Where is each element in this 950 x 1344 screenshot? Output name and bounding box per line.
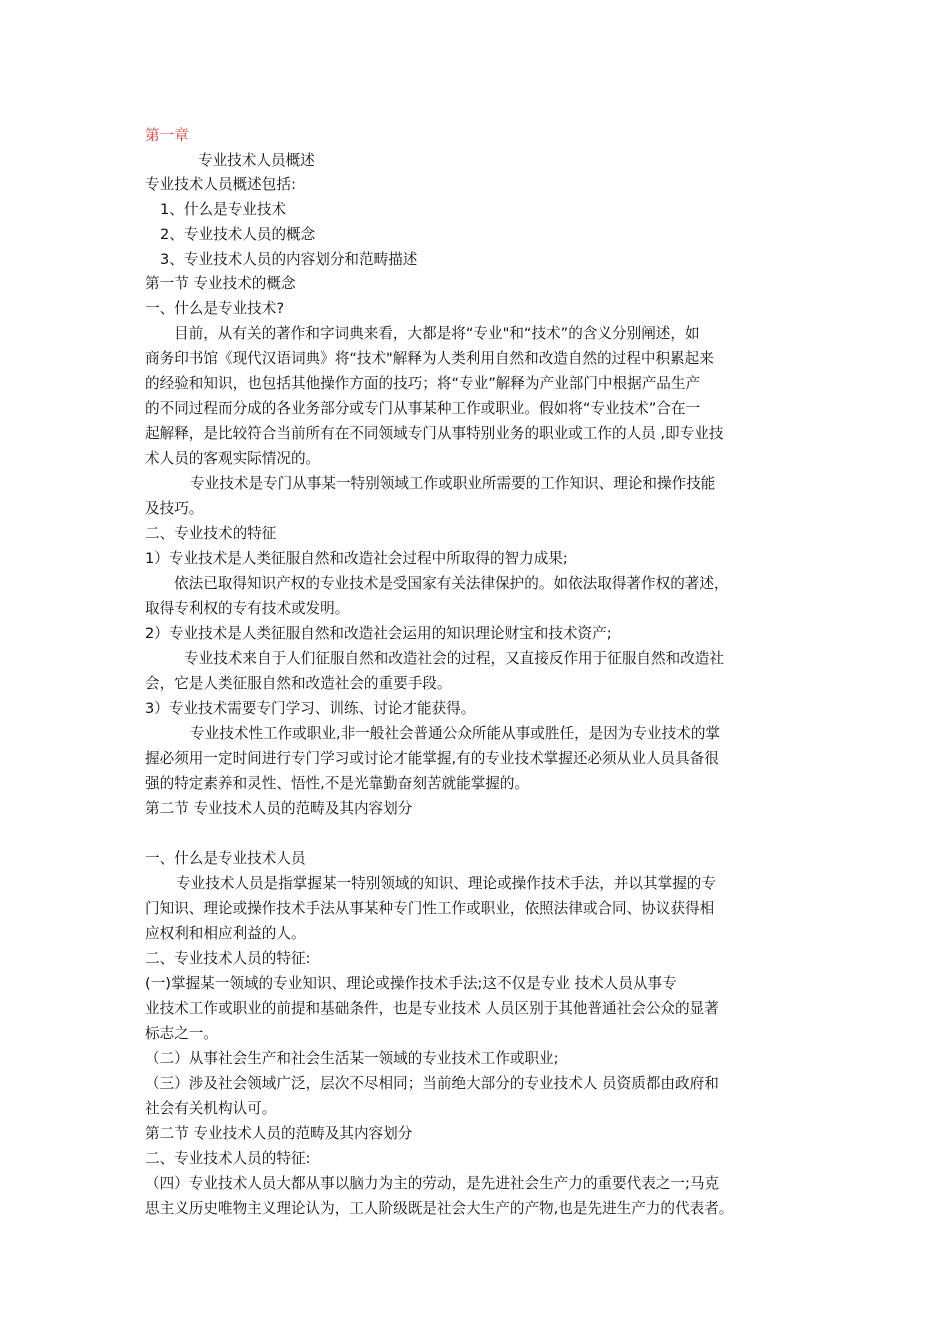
subsection-heading: 一、什么是专业技术? bbox=[145, 300, 285, 317]
paragraph-line: 术人员的客观实际情况的。 bbox=[145, 450, 321, 467]
paragraph-line: 取得专利权的专有技术或发明。 bbox=[145, 600, 350, 617]
numbered-point: 3）专业技术需要专门学习、训练、讨论才能获得。 bbox=[145, 700, 476, 717]
paragraph-line: 商务印书馆《现代汉语词典》将“技术"解释为人类利用自然和改造自然的过程中积累起来 bbox=[145, 350, 714, 367]
list-item: 2、专业技术人员的概念 bbox=[160, 226, 316, 243]
chapter-title: 专业技术人员概述 bbox=[198, 152, 315, 169]
paragraph-line: 专业技术是专门从事某一特别领域工作或职业所需要的工作知识、理论和操作技能 bbox=[190, 475, 716, 492]
paragraph-line: （四）专业技术人员大都从事以脑力为主的劳动，是先进社会生产力的重要代表之一;马克 bbox=[145, 1175, 720, 1192]
paragraph-line: 应权利和相应利益的人。 bbox=[145, 925, 306, 942]
paragraph-line: 专业技术来自于人们征服自然和改造社会的过程，又直接反作用于征服自然和改造社 bbox=[184, 650, 724, 667]
paragraph-line: 依法已取得知识产权的专业技术是受国家有关法律保护的。如依法取得著作权的著述， bbox=[174, 575, 729, 592]
paragraph-line: 社会有关机构认可。 bbox=[145, 1100, 277, 1117]
paragraph-line: 强的特定素养和灵性、悟性,不是光靠勤奋刻苦就能掌握的。 bbox=[145, 775, 530, 792]
paragraph-line: 思主义历史唯物主义理论认为，工人阶级既是社会大生产的产物,也是先进生产力的代表者。 bbox=[145, 1200, 734, 1217]
section-heading: 第二节 专业技术人员的范畴及其内容划分 bbox=[145, 800, 413, 817]
section-heading: 第一节 专业技术的概念 bbox=[145, 275, 296, 292]
paragraph-line: 的经验和知识，也包括其他操作方面的技巧；将“专业”解释为产业部门中根据产品生产 bbox=[145, 375, 701, 392]
numbered-point: 1）专业技术是人类征服自然和改造社会过程中所取得的智力成果; bbox=[145, 550, 568, 567]
paragraph-line: 目前，从有关的著作和字词典来看，大都是将“专业"和“技术”的含义分别阐述，如 bbox=[174, 325, 700, 342]
paragraph-line: 握必须用一定时间进行专门学习或讨论才能掌握,有的专业技术掌握还必须从业人员具备很 bbox=[145, 750, 719, 767]
subsection-heading: 二、专业技术人员的特征: bbox=[145, 1150, 311, 1167]
paragraph-line: (一)掌握某一领域的专业知识、理论或操作技术手法;这不仅是专业 技术人员从事专 bbox=[145, 975, 677, 992]
list-item: 1、什么是专业技术 bbox=[160, 201, 287, 218]
paragraph-line: 专业技术人员是指掌握某一特别领域的知识、理论或操作技术手法，并以其掌握的专 bbox=[176, 875, 716, 892]
paragraph-line: 的不同过程而分成的各业务部分或专门从事某种工作或职业。假如将“专业技术”合在一 bbox=[145, 400, 701, 417]
paragraph-line: 起解释，是比较符合当前所有在不同领域专门从事特别业务的职业或工作的人员 ,即专业技 bbox=[145, 425, 724, 442]
subsection-heading: 一、什么是专业技术人员 bbox=[145, 850, 306, 867]
paragraph-line: 门知识、理论或操作技术手法从事某种专门性工作或职业，依照法律或合同、协议获得相 bbox=[145, 900, 715, 917]
numbered-point: 2）专业技术是人类征服自然和改造社会运用的知识理论财宝和技术资产; bbox=[145, 625, 612, 642]
paragraph-line: 专业技术性工作或职业,非一般社会普通公众所能从事或胜任，是因为专业技术的掌 bbox=[190, 725, 721, 742]
section-heading: 第二节 专业技术人员的范畴及其内容划分 bbox=[145, 1125, 413, 1142]
subsection-heading: 二、专业技术的特征 bbox=[145, 525, 277, 542]
paragraph-line: 及技巧。 bbox=[145, 500, 204, 517]
paragraph-line: （二）从事社会生产和社会生活某一领域的专业技术工作或职业; bbox=[145, 1050, 559, 1067]
subsection-heading: 二、专业技术人员的特征: bbox=[145, 950, 311, 967]
paragraph-line: 会，它是人类征服自然和改造社会的重要手段。 bbox=[145, 675, 452, 692]
chapter-label: 第一章 bbox=[145, 127, 189, 144]
paragraph-line: （三）涉及社会领域广泛，层次不尽相同；当前绝大部分的专业技术人 员资质都由政府和 bbox=[145, 1075, 719, 1092]
list-item: 3、专业技术人员的内容划分和范畴描述 bbox=[160, 251, 418, 268]
paragraph-line: 标志之一。 bbox=[145, 1025, 218, 1042]
intro-text: 专业技术人员概述包括: bbox=[145, 176, 296, 193]
paragraph-line: 业技术工作或职业的前提和基础条件，也是专业技术 人员区别于其他普通社会公众的显著 bbox=[145, 1000, 719, 1017]
